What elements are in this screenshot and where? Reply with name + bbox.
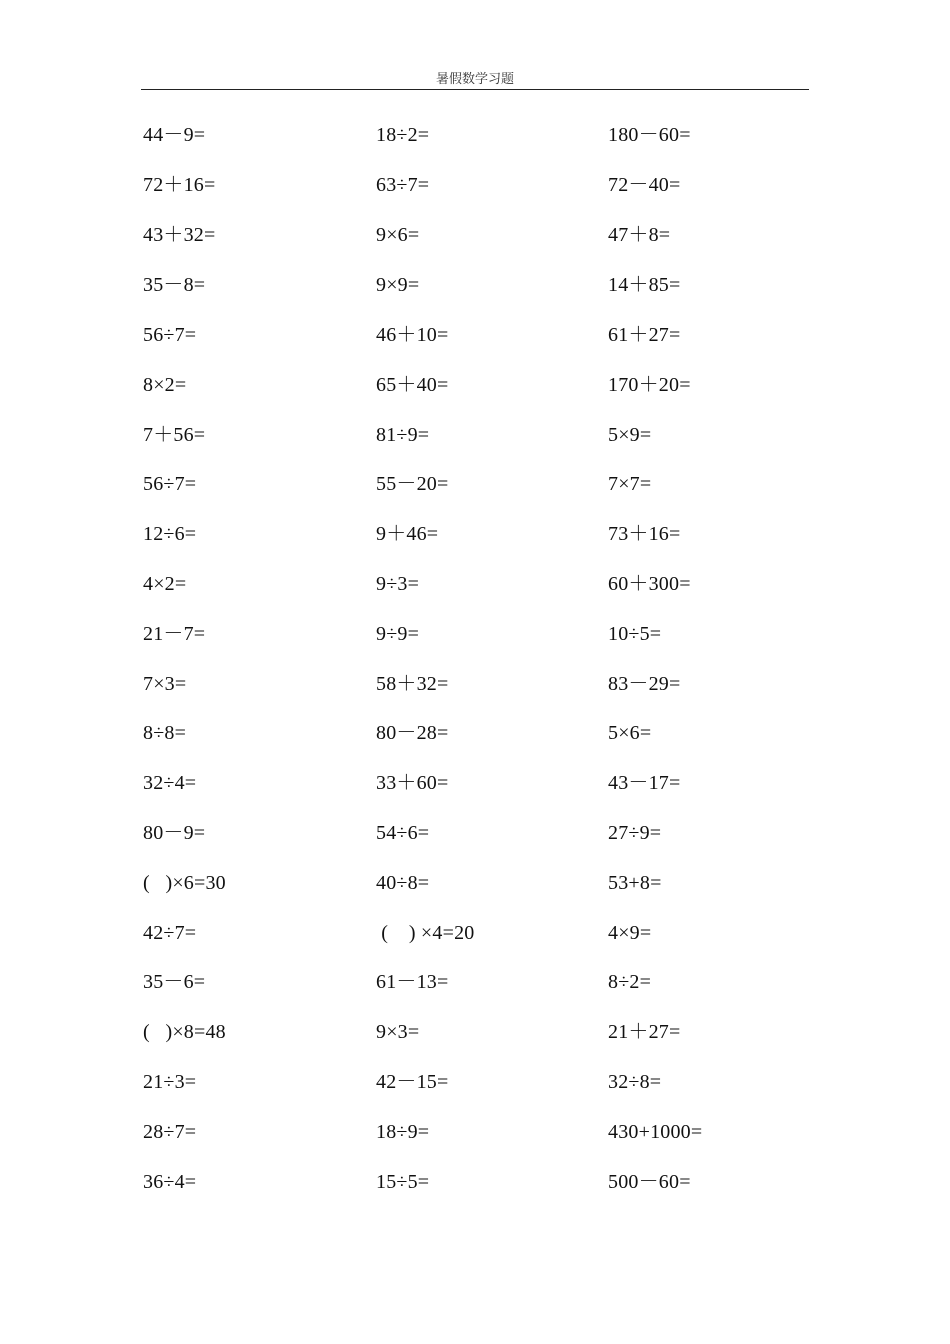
page-title: 暑假数学习题 bbox=[435, 71, 514, 86]
problem: 9＋46= bbox=[376, 523, 439, 545]
problem: 21－7= bbox=[143, 623, 206, 645]
problem: 21÷3= bbox=[143, 1071, 197, 1093]
problem: 14＋85= bbox=[608, 274, 681, 296]
problem-row bbox=[0, 918, 950, 948]
problem: 55－20= bbox=[376, 473, 449, 495]
problem: 73＋16= bbox=[608, 523, 681, 545]
problem-row bbox=[0, 320, 950, 350]
problem: 43＋32= bbox=[143, 224, 216, 246]
problem: 72－40= bbox=[608, 174, 681, 196]
problem: 33＋60= bbox=[376, 772, 449, 794]
problem: 9×3= bbox=[376, 1021, 420, 1043]
problem: 80－9= bbox=[143, 822, 206, 844]
problem: 56÷7= bbox=[143, 473, 197, 495]
problem: 36÷4= bbox=[143, 1171, 197, 1193]
problem: 10÷5= bbox=[608, 623, 662, 645]
problem: 9÷9= bbox=[376, 623, 420, 645]
problem: 35－8= bbox=[143, 274, 206, 296]
problem: 15÷5= bbox=[376, 1171, 430, 1193]
problem: 4×2= bbox=[143, 573, 187, 595]
problem: 5×6= bbox=[608, 722, 652, 744]
problem: 180－60= bbox=[608, 124, 691, 146]
problem: 53+8= bbox=[608, 872, 662, 894]
problem-row bbox=[0, 120, 950, 150]
problem: 42－15= bbox=[376, 1071, 449, 1093]
problem-row bbox=[0, 220, 950, 250]
problem: 60＋300= bbox=[608, 573, 691, 595]
problem: 44－9= bbox=[143, 124, 206, 146]
problem-row bbox=[0, 768, 950, 798]
problem: 40÷8= bbox=[376, 872, 430, 894]
problem-row bbox=[0, 818, 950, 848]
problem: ( )×8=48 bbox=[143, 1021, 226, 1043]
problem: 65＋40= bbox=[376, 374, 449, 396]
problem-row bbox=[0, 718, 950, 748]
problem: 61－13= bbox=[376, 971, 449, 993]
problem: 500－60= bbox=[608, 1171, 691, 1193]
problem: 58＋32= bbox=[376, 673, 449, 695]
problem-row bbox=[0, 370, 950, 400]
problem: 5×9= bbox=[608, 424, 652, 446]
problem: 8×2= bbox=[143, 374, 187, 396]
problem-row bbox=[0, 420, 950, 450]
problem: 4×9= bbox=[608, 922, 652, 944]
problem: 18÷9= bbox=[376, 1121, 430, 1143]
problem: 12÷6= bbox=[143, 523, 197, 545]
problem: 80－28= bbox=[376, 722, 449, 744]
problem: 47＋8= bbox=[608, 224, 671, 246]
problem: 9×9= bbox=[376, 274, 420, 296]
problem: 9÷3= bbox=[376, 573, 420, 595]
problem: 8÷8= bbox=[143, 722, 187, 744]
problem-row bbox=[0, 967, 950, 997]
problem: 32÷4= bbox=[143, 772, 197, 794]
problem-row bbox=[0, 170, 950, 200]
problem: 72＋16= bbox=[143, 174, 216, 196]
problem-row bbox=[0, 1117, 950, 1147]
problem: 430+1000= bbox=[608, 1121, 703, 1143]
problem: 32÷8= bbox=[608, 1071, 662, 1093]
problem: 54÷6= bbox=[376, 822, 430, 844]
problem-row bbox=[0, 1017, 950, 1047]
problem-row bbox=[0, 569, 950, 599]
problem: 43－17= bbox=[608, 772, 681, 794]
problem-row bbox=[0, 619, 950, 649]
problem: 21＋27= bbox=[608, 1021, 681, 1043]
problem: 63÷7= bbox=[376, 174, 430, 196]
problem-row bbox=[0, 519, 950, 549]
problem: 81÷9= bbox=[376, 424, 430, 446]
problem: 8÷2= bbox=[608, 971, 652, 993]
problem: 83－29= bbox=[608, 673, 681, 695]
problem: 7×3= bbox=[143, 673, 187, 695]
problem: 46＋10= bbox=[376, 324, 449, 346]
problem: 42÷7= bbox=[143, 922, 197, 944]
problem-row bbox=[0, 1167, 950, 1197]
problem: 56÷7= bbox=[143, 324, 197, 346]
problem-row bbox=[0, 270, 950, 300]
problem: 27÷9= bbox=[608, 822, 662, 844]
problem: 18÷2= bbox=[376, 124, 430, 146]
problem-row bbox=[0, 868, 950, 898]
problem: ( )×6=30 bbox=[143, 872, 226, 894]
problem: 7×7= bbox=[608, 473, 652, 495]
problem: 61＋27= bbox=[608, 324, 681, 346]
problem: ( ) ×4=20 bbox=[376, 922, 475, 944]
problem: 7＋56= bbox=[143, 424, 206, 446]
problem: 170＋20= bbox=[608, 374, 691, 396]
problem-row bbox=[0, 1067, 950, 1097]
problem-row bbox=[0, 469, 950, 499]
problem: 28÷7= bbox=[143, 1121, 197, 1143]
problem: 9×6= bbox=[376, 224, 420, 246]
problem: 35－6= bbox=[143, 971, 206, 993]
problem-row bbox=[0, 669, 950, 699]
